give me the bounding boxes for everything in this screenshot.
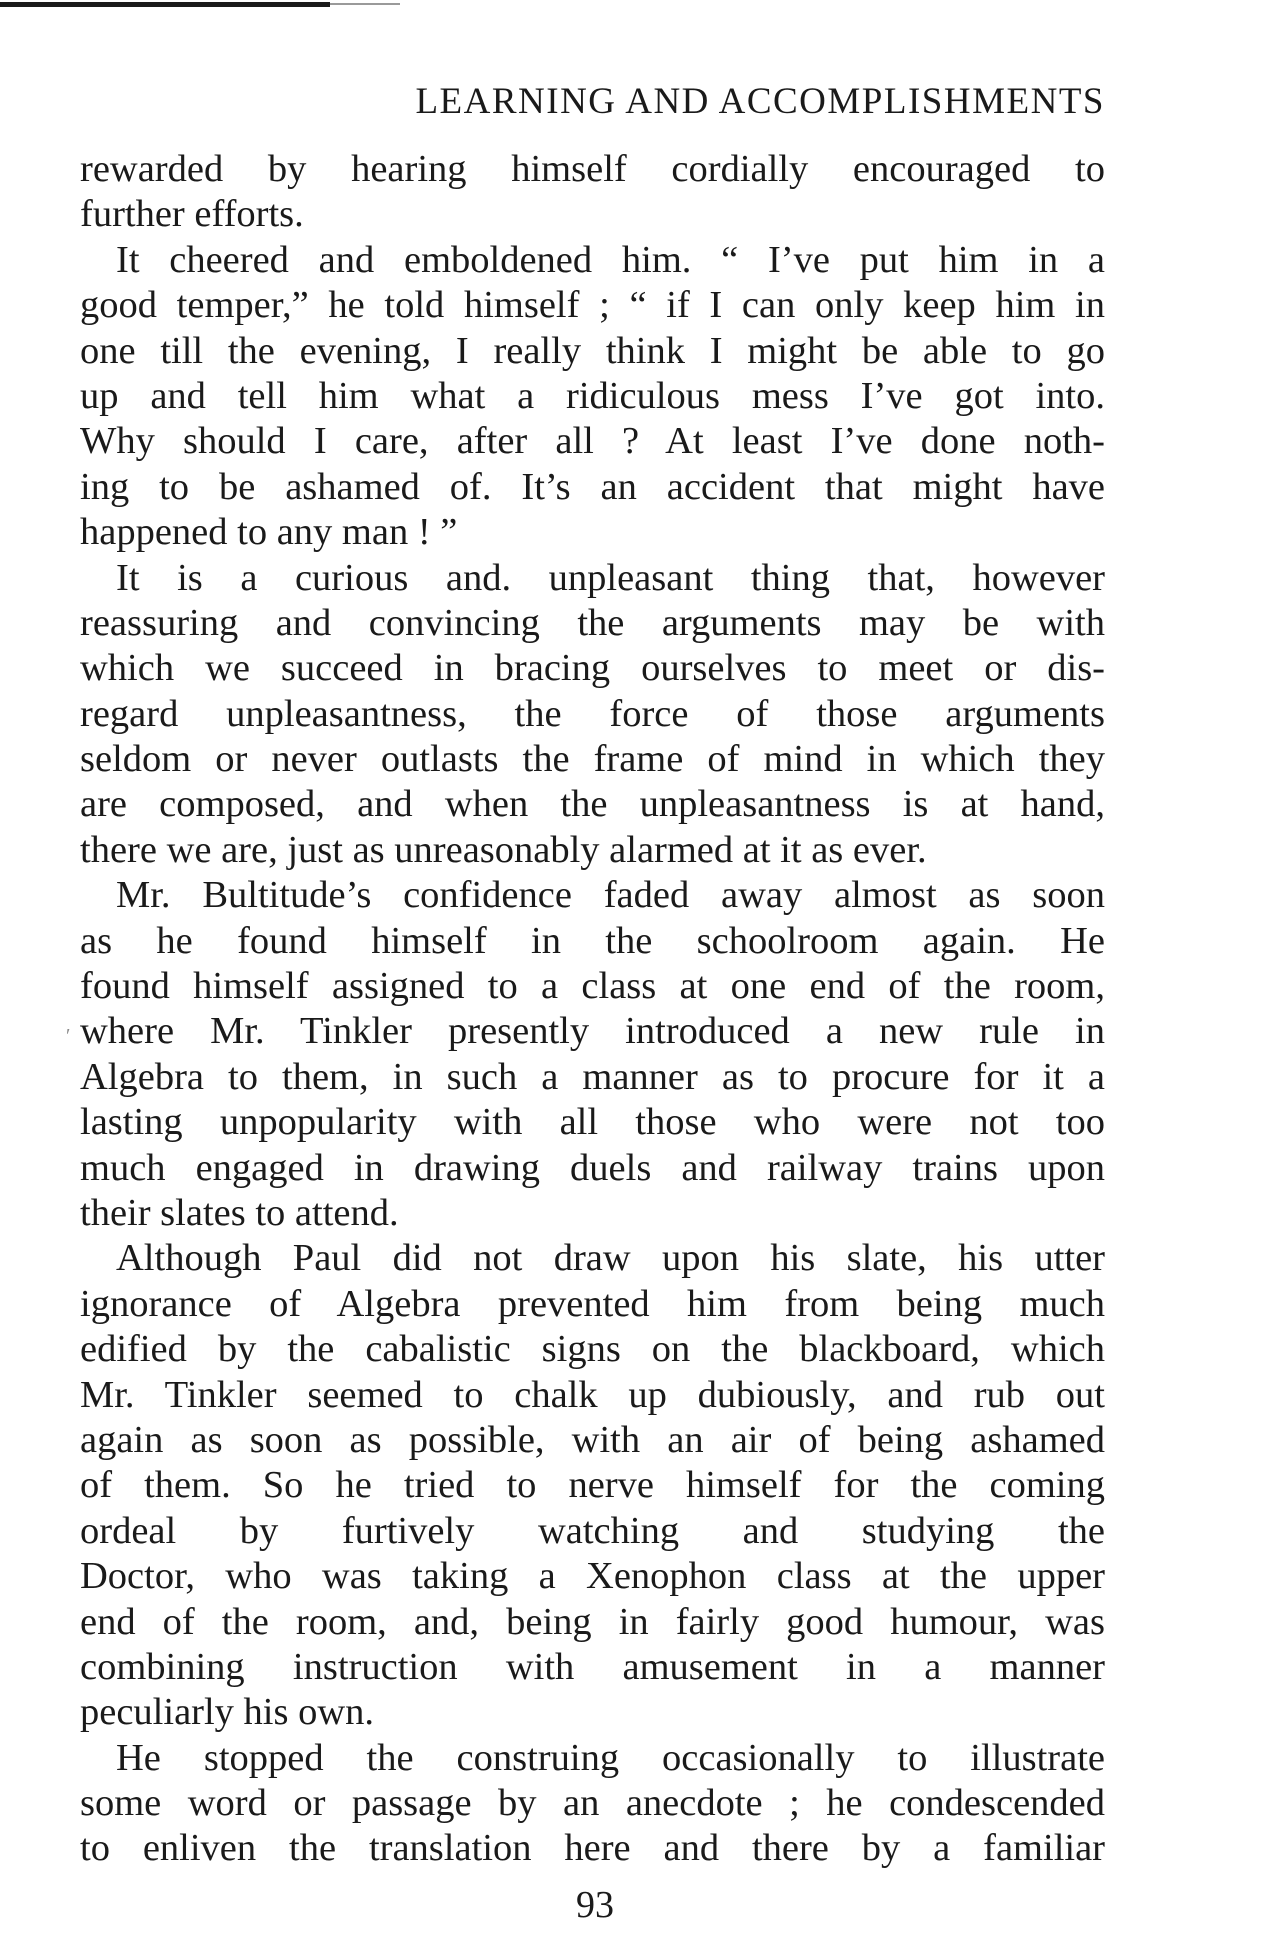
text-line: Although Paul did not draw upon his slate, his utter <box>116 1237 1105 1280</box>
text-line: Mr. Bultitude’s confidence faded away almost as soon <box>116 874 1105 917</box>
text-line: Algebra to them, in such a manner as to procure for it a <box>80 1055 1105 1098</box>
top-rule <box>0 2 330 7</box>
text-line: Mr. Tinkler seemed to chalk up dubiously, and rub out <box>80 1373 1105 1416</box>
text-line: It cheered and emboldened him. “ I’ve put him in a <box>116 238 1105 281</box>
text-line: happened to any man ! ” <box>80 511 458 554</box>
text-line: as he found himself in the schoolroom again. He <box>80 919 1105 962</box>
text-line: ing to be ashamed of. It’s an accident that might have <box>80 465 1105 508</box>
text-line: lasting unpopularity with all those who were not too <box>80 1101 1105 1144</box>
text-line: are composed, and when the unpleasantness is at hand, <box>80 783 1105 826</box>
page-number: 93 <box>576 1884 614 1926</box>
text-line: much engaged in drawing duels and railway trains upon <box>80 1146 1105 1189</box>
text-line: ordeal by furtively watching and studying the <box>80 1509 1105 1552</box>
text-line: end of the room, and, being in fairly good humour, was <box>80 1600 1105 1643</box>
text-line: He stopped the construing occasionally to illustrate <box>116 1736 1105 1779</box>
stray-mark: ′ <box>66 1025 71 1047</box>
text-line: reassuring and convincing the arguments may be with <box>80 601 1105 644</box>
text-line: Doctor, who was taking a Xenophon class at the upper <box>80 1555 1105 1598</box>
text-line: up and tell him what a ridiculous mess I’ve got into. <box>80 374 1105 417</box>
text-line: seldom or never outlasts the frame of mind in which they <box>80 738 1105 781</box>
text-line: to enliven the translation here and there by a familiar <box>80 1827 1105 1870</box>
text-line: which we succeed in bracing ourselves to meet or dis- <box>80 647 1105 690</box>
top-rule-fade <box>330 3 400 5</box>
text-line: their slates to attend. <box>80 1191 399 1234</box>
body-text <box>80 147 1105 1872</box>
text-line: further efforts. <box>80 193 304 236</box>
text-line: where Mr. Tinkler presently introduced a new rule in <box>80 1010 1105 1053</box>
text-line: peculiarly his own. <box>80 1691 375 1734</box>
text-line: one till the evening, I really think I might be able to go <box>80 329 1105 372</box>
text-line: again as soon as possible, with an air of being ashamed <box>80 1418 1105 1461</box>
text-line: Why should I care, after all ? At least I’ve done noth- <box>80 420 1105 463</box>
text-line: It is a curious and. unpleasant thing that, however <box>116 556 1105 599</box>
text-line: good temper,” he told himself ; “ if I can only keep him in <box>80 284 1105 327</box>
text-line: of them. So he tried to nerve himself for the coming <box>80 1464 1105 1507</box>
text-line: edified by the cabalistic signs on the blackboard, which <box>80 1328 1105 1371</box>
text-line: regard unpleasantness, the force of those arguments <box>80 692 1105 735</box>
text-line: some word or passage by an anecdote ; he condescended <box>80 1782 1105 1825</box>
text-line: ignorance of Algebra prevented him from being much <box>80 1282 1105 1325</box>
text-line: rewarded by hearing himself cordially encouraged to <box>80 148 1105 190</box>
text-line: there we are, just as unreasonably alarmed at it as ever. <box>80 828 927 871</box>
text-line: found himself assigned to a class at one end of the room, <box>80 965 1105 1008</box>
running-head: LEARNING AND ACCOMPLISHMENTS <box>415 81 1105 122</box>
text-line: combining instruction with amusement in a manner <box>80 1645 1105 1688</box>
